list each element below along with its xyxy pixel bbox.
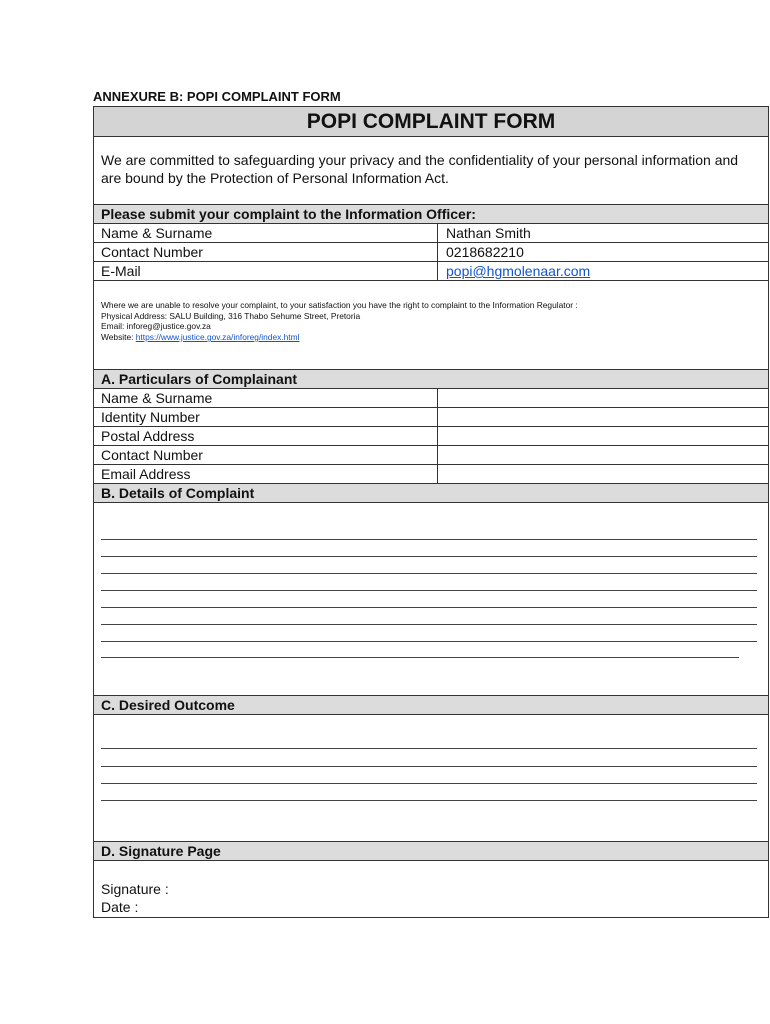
complainant-email-field[interactable] [438, 465, 768, 483]
regulator-address: Physical Address: SALU Building, 316 Thabo Sehume Street, Pretoria [101, 310, 361, 321]
desired-outcome-area[interactable] [94, 715, 768, 842]
complainant-name-field[interactable] [438, 389, 768, 407]
complainant-id-field[interactable] [438, 408, 768, 426]
writing-line [101, 657, 739, 658]
writing-line [101, 748, 757, 749]
complainant-row-contact [94, 446, 768, 465]
date-label: Date : [101, 899, 139, 915]
regulator-website-link[interactable]: https://www.justice.gov.za/inforeg/index.html [135, 332, 300, 343]
section-b-heading: B. Details of Complaint [94, 484, 768, 503]
complainant-id-label: Identity Number [94, 408, 438, 426]
complainant-row-postal [94, 427, 768, 446]
writing-line [101, 539, 757, 540]
officer-name-value: Nathan Smith [446, 225, 531, 241]
section-d-heading: D. Signature Page [94, 842, 768, 861]
complainant-name-label: Name & Surname [94, 389, 438, 407]
signature-label: Signature : [101, 881, 169, 897]
complainant-row-id [94, 408, 768, 427]
signature-block [94, 861, 768, 917]
officer-row-name [94, 224, 768, 243]
regulator-email: Email: inforeg@justice.gov.za [101, 321, 211, 332]
regulator-line-1: Where we are unable to resolve your complaint, to your satisfaction you have the right to complaint to the Information Regulator : [101, 300, 578, 310]
officer-contact-label: Contact Number [94, 243, 438, 261]
section-c-heading: C. Desired Outcome [94, 696, 768, 715]
officer-name-label: Name & Surname [94, 224, 438, 242]
officer-email-link[interactable]: popi@hgmolenaar.com [446, 263, 591, 279]
complaint-form [93, 106, 769, 918]
section-a-heading: A. Particulars of Complainant [94, 370, 768, 389]
officer-row-contact [94, 243, 768, 262]
annexure-heading: ANNEXURE B: POPI COMPLAINT FORM [93, 89, 341, 104]
writing-line [101, 573, 757, 574]
officer-row-email [94, 262, 768, 281]
intro-text: We are committed to safeguarding your privacy and the confidentiality of your personal information and are bound by the Protection of Personal Information Act. [94, 137, 768, 205]
writing-line [101, 590, 757, 591]
officer-section-heading: Please submit your complaint to the Information Officer: [94, 205, 768, 224]
complainant-email-label: Email Address [94, 465, 438, 483]
complaint-details-area[interactable] [94, 503, 768, 696]
writing-line [101, 766, 757, 767]
complainant-row-email [94, 465, 768, 484]
writing-line [101, 607, 757, 608]
regulator-website-label: Website: [101, 332, 136, 343]
writing-line [101, 641, 757, 642]
writing-line [101, 624, 757, 625]
complainant-contact-label: Contact Number [94, 446, 438, 464]
regulator-note [94, 281, 768, 370]
officer-contact-value: 0218682210 [446, 244, 524, 260]
writing-line [101, 556, 757, 557]
complainant-row-name [94, 389, 768, 408]
complainant-contact-field[interactable] [438, 446, 768, 464]
officer-email-label: E-Mail [94, 262, 438, 280]
complainant-postal-field[interactable] [438, 427, 768, 445]
form-title: POPI COMPLAINT FORM [94, 107, 768, 137]
complainant-postal-label: Postal Address [94, 427, 438, 445]
writing-line [101, 783, 757, 784]
writing-line [101, 800, 757, 801]
